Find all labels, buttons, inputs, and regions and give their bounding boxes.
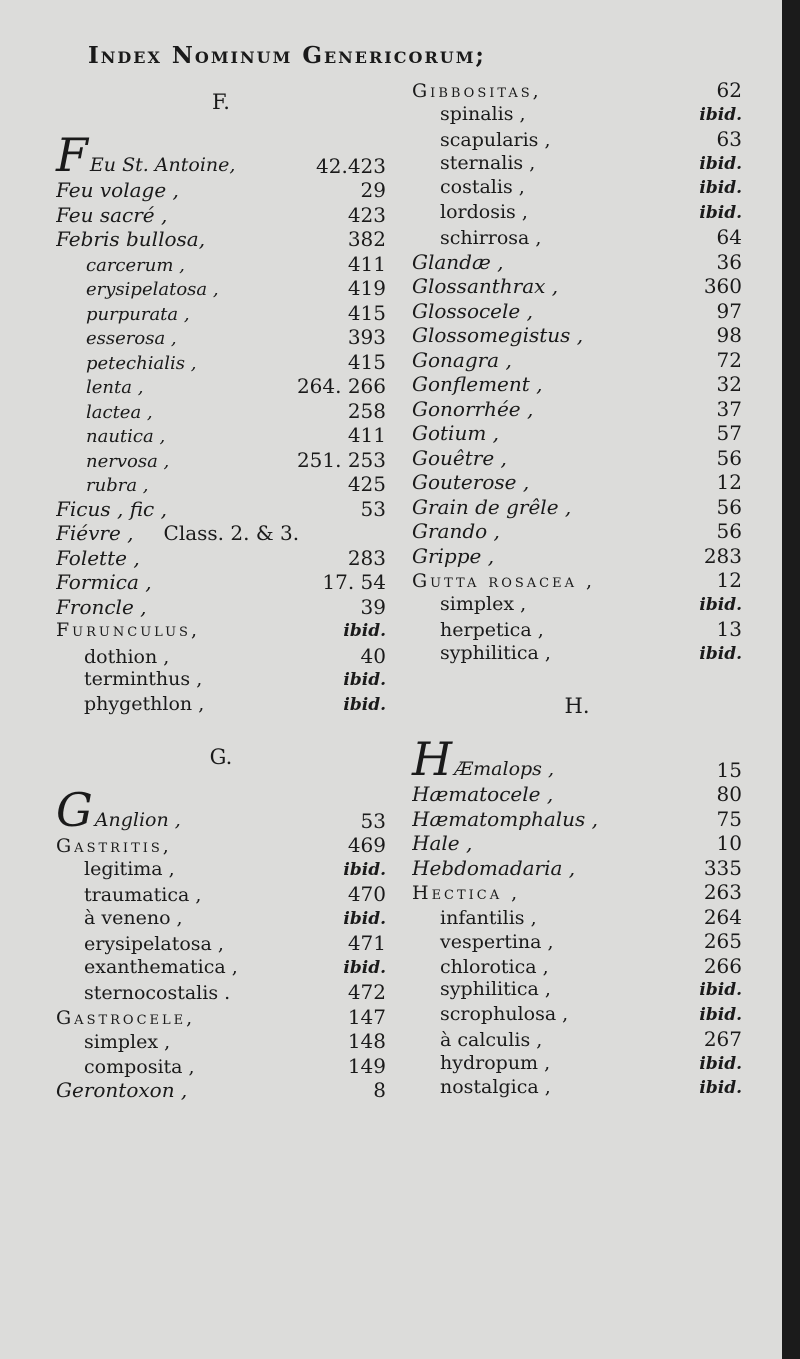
section-heading-g: G.	[209, 745, 233, 769]
entry-term: lactea ,	[86, 401, 153, 423]
drop-cap-entry-g	[56, 781, 386, 837]
entry-term: infantilis ,	[440, 906, 537, 929]
entry-page: 75	[716, 806, 742, 831]
entry-term: sternocostalis .	[84, 982, 231, 1004]
index-entry	[412, 127, 742, 152]
entry-page: 147	[347, 1004, 386, 1029]
index-entry	[56, 956, 386, 981]
index-entry	[56, 252, 386, 277]
index-entry	[412, 807, 742, 832]
entry-term: Gonagra ,	[412, 347, 512, 372]
index-entry	[412, 299, 742, 324]
entry-term: sternalis ,	[440, 151, 536, 174]
left-column	[56, 78, 386, 1103]
index-entry	[412, 323, 742, 348]
index-entry	[412, 495, 742, 520]
entry-term: Hectica ,	[412, 882, 521, 904]
entry-page: 148	[347, 1029, 386, 1053]
entry-list-f	[56, 178, 386, 521]
entry-page: 56	[716, 445, 742, 470]
entry-term: rubra ,	[86, 475, 149, 496]
entry-term: scapularis ,	[440, 129, 551, 151]
entry-page: 13	[716, 617, 742, 641]
index-entry	[56, 1054, 386, 1079]
entry-term: erysipelatosa ,	[86, 279, 219, 300]
index-entry	[412, 1076, 742, 1101]
index-entry	[56, 1005, 386, 1030]
entry-page: 12	[716, 568, 742, 592]
index-entry	[56, 931, 386, 956]
index-entry	[56, 350, 386, 375]
drop-cap-entry-h	[412, 730, 742, 786]
entry-page: 97	[716, 298, 742, 323]
entry-term: vespertina ,	[440, 931, 554, 953]
entry-term: hydropum ,	[440, 1051, 551, 1074]
entry-page: ibid.	[699, 104, 742, 125]
entry-page: 53	[360, 496, 386, 521]
entry-page: 80	[716, 782, 742, 806]
entry-page: ibid.	[699, 1053, 742, 1074]
index-entry	[56, 833, 386, 858]
entry-term: terminthus ,	[84, 668, 203, 690]
index-entry	[412, 470, 742, 495]
entry-term: Æmalops ,	[454, 758, 554, 780]
index-entry	[56, 570, 386, 595]
drop-cap-letter: H	[412, 732, 453, 786]
index-entry	[412, 421, 742, 446]
entry-term: nautica ,	[86, 426, 166, 447]
entry-term: chlorotica ,	[440, 955, 549, 978]
drop-cap-entry-f	[56, 126, 386, 182]
entry-page: 415	[347, 300, 386, 325]
entry-page: 469	[347, 833, 386, 857]
entry-term: à veneno ,	[84, 906, 183, 929]
entry-term: erysipelatosa ,	[84, 933, 224, 955]
entry-page: 56	[716, 494, 742, 519]
index-entry	[56, 448, 386, 473]
entry-page: 53	[360, 809, 386, 833]
entry-term: Glossomegistus ,	[412, 323, 584, 347]
index-entry	[412, 593, 742, 618]
entry-page: 258	[347, 398, 386, 423]
entry-page: 472	[347, 980, 386, 1004]
entry-page: 264. 266	[296, 374, 386, 398]
entry-list-h	[412, 782, 742, 1101]
entry-term: Hale ,	[412, 831, 473, 855]
index-entry	[412, 568, 742, 593]
entry-page: 36	[716, 249, 742, 274]
index-entry	[56, 546, 386, 571]
entry-term: exanthematica ,	[84, 955, 238, 978]
entry-page: 419	[347, 276, 386, 300]
entry-page: 63	[716, 127, 742, 151]
entry-term: Feu volage ,	[56, 178, 179, 202]
entry-page: 39	[360, 594, 386, 619]
entry-page: ibid.	[343, 694, 386, 715]
index-entry	[412, 372, 742, 397]
entry-page: ibid.	[699, 594, 742, 615]
index-entry	[412, 446, 742, 471]
entry-page: 12	[716, 470, 742, 494]
entry-term: Ficus , fic ,	[56, 496, 167, 521]
page-title: Index Nominum Genericorum;	[88, 42, 486, 69]
entry-page: ibid.	[343, 908, 386, 929]
index-entry	[412, 544, 742, 569]
entry-page: ibid.	[343, 670, 386, 690]
entry-page: ibid.	[343, 859, 386, 880]
entry-term: scrophulosa ,	[440, 1002, 569, 1025]
entry-page: 267	[703, 1027, 742, 1051]
entry-page: 283	[347, 545, 386, 570]
entry-term: Glossanthrax ,	[412, 274, 559, 298]
index-entry	[56, 276, 386, 301]
entry-page: 411	[347, 251, 386, 276]
entry-page: 265	[703, 929, 742, 953]
entry-list-f2	[56, 546, 386, 718]
entry-term: Anglion ,	[94, 809, 181, 831]
index-entry	[412, 831, 742, 856]
entry-page: ibid.	[699, 1004, 742, 1025]
entry-term: Gutta rosacea ,	[412, 570, 596, 592]
entry-page: 64	[716, 225, 742, 249]
entry-term: Gotium ,	[412, 421, 500, 445]
entry-term: Gerontoxon ,	[56, 1078, 188, 1102]
index-entry	[412, 274, 742, 299]
entry-term: Hæmatocele ,	[412, 782, 554, 806]
entry-term: nervosa ,	[86, 450, 170, 472]
entry-term: Gouterose ,	[412, 470, 530, 494]
index-entry	[56, 907, 386, 932]
index-entry	[56, 858, 386, 883]
section-heading-h: H.	[564, 694, 590, 718]
entry-term: esserosa ,	[86, 328, 177, 349]
entry-page: ibid.	[699, 643, 742, 664]
entry-page: 360	[703, 274, 742, 298]
index-entry	[56, 399, 386, 424]
entry-term: lenta ,	[86, 377, 144, 398]
entry-term: Glandæ ,	[412, 249, 504, 274]
entry-page: 17. 54	[322, 570, 386, 594]
entry-page: 15	[716, 758, 742, 782]
index-entry	[412, 519, 742, 544]
entry-page: 264	[703, 904, 742, 929]
entry-page: 471	[347, 931, 386, 955]
entry-term: Gibbositas,	[412, 80, 542, 102]
entry-page: ibid.	[699, 202, 742, 223]
entry-term: legitima ,	[84, 857, 175, 880]
index-entry	[412, 1003, 742, 1028]
entry-term: Gastritis,	[56, 835, 172, 857]
index-entry	[56, 301, 386, 326]
entry-page: 40	[360, 643, 386, 668]
entry-page: 42.423	[316, 154, 386, 178]
entry-page: 283	[703, 543, 742, 568]
entry-list-g	[56, 833, 386, 1103]
index-entry	[56, 882, 386, 907]
entry-page: 393	[347, 325, 386, 349]
entry-page: 8	[373, 1078, 386, 1102]
entry-term: syphilitica ,	[440, 978, 551, 1000]
index-entry	[412, 954, 742, 979]
entry-term: Hebdomadaria ,	[412, 855, 576, 880]
index-entry	[412, 978, 742, 1003]
entry-page: 266	[703, 953, 742, 978]
entry-term: Froncle ,	[56, 594, 147, 619]
index-entry	[412, 348, 742, 373]
section-heading-f: F.	[212, 90, 230, 114]
index-entry	[56, 595, 386, 620]
index-entry	[412, 642, 742, 667]
entry-term: Grando ,	[412, 519, 500, 543]
index-entry	[412, 617, 742, 642]
entry-term: Grippe ,	[412, 543, 495, 568]
entry-page: 56	[716, 519, 742, 543]
entry-page: 423	[347, 202, 386, 227]
entry-page: 57	[716, 421, 742, 445]
index-entry	[412, 929, 742, 954]
entry-page: 251. 253	[296, 447, 386, 472]
entry-term: traumatica ,	[84, 884, 202, 906]
entry-term: Furunculus,	[56, 619, 200, 641]
entry-term: Folette ,	[56, 545, 140, 570]
index-entry	[412, 397, 742, 422]
entry-term: à calculis ,	[440, 1029, 543, 1051]
entry-page: 149	[347, 1053, 386, 1078]
entry-page: ibid.	[699, 178, 742, 198]
entry-page: 411	[347, 423, 386, 447]
entry-page: 37	[716, 396, 742, 421]
entry-term: costalis ,	[440, 176, 525, 198]
index-entry-fievre	[56, 521, 386, 546]
entry-page: 425	[347, 472, 386, 496]
index-entry	[56, 619, 386, 644]
entry-term: Eu St. Antoine,	[89, 154, 236, 176]
entry-term: Gonorrhée ,	[412, 396, 534, 421]
entry-page: 98	[716, 323, 742, 347]
entry-term: simplex ,	[84, 1031, 171, 1053]
entry-term: Glossocele ,	[412, 298, 533, 323]
entry-page: ibid.	[343, 621, 386, 641]
entry-term: dothion ,	[84, 645, 170, 668]
entry-page: ibid.	[699, 1078, 742, 1098]
index-entry	[412, 78, 742, 103]
entry-page: 470	[347, 882, 386, 906]
index-entry	[412, 201, 742, 226]
index-entry	[56, 472, 386, 497]
index-entry	[56, 1078, 386, 1103]
entry-page: 335	[703, 855, 742, 880]
index-entry	[56, 374, 386, 399]
entry-term: Hæmatomphalus ,	[412, 806, 599, 831]
entry-term: herpetica ,	[440, 619, 544, 641]
entry-term: Gonflement ,	[412, 372, 543, 396]
index-entry	[412, 782, 742, 807]
entry-term: petechialis ,	[86, 352, 197, 374]
entry-page: Class. 2. & 3.	[163, 521, 300, 545]
entry-term: lordosis ,	[440, 200, 528, 223]
index-entry	[56, 644, 386, 669]
index-entry	[56, 325, 386, 350]
entry-term: schirrosa ,	[440, 227, 542, 249]
entry-page: ibid.	[343, 957, 386, 978]
index-entry	[412, 176, 742, 201]
index-entry	[56, 980, 386, 1005]
entry-page: 32	[716, 372, 742, 396]
index-entry	[412, 225, 742, 250]
index-entry	[56, 497, 386, 522]
index-entry	[412, 1052, 742, 1077]
entry-page: ibid.	[699, 980, 742, 1000]
entry-term: purpurata ,	[86, 303, 190, 325]
index-entry	[412, 152, 742, 177]
index-entry	[412, 880, 742, 905]
entry-term: Gastrocele,	[56, 1006, 196, 1029]
index-entry	[412, 856, 742, 881]
entry-list-g-cont	[412, 78, 742, 666]
drop-cap-letter: F	[56, 128, 88, 182]
index-entry	[56, 178, 386, 203]
entry-term: phygethlon ,	[84, 692, 205, 715]
entry-term: Feu sacré ,	[56, 202, 168, 227]
index-entry	[56, 693, 386, 718]
entry-page: 10	[716, 831, 742, 855]
entry-term: syphilitica ,	[440, 641, 551, 664]
entry-term: Formica ,	[56, 570, 152, 594]
entry-term: carcerum ,	[86, 254, 185, 276]
entry-term: Grain de grêle ,	[412, 494, 572, 519]
drop-cap-letter: G	[56, 783, 93, 837]
entry-term: Febris bullosa,	[56, 227, 206, 251]
entry-page: 29	[360, 178, 386, 202]
entry-term: Gouêtre ,	[412, 445, 507, 470]
entry-page: 415	[347, 349, 386, 374]
entry-term: Fiévre ,	[56, 521, 134, 545]
entry-term: simplex ,	[440, 592, 527, 615]
index-entry	[56, 423, 386, 448]
index-entry	[56, 668, 386, 693]
entry-page: ibid.	[699, 153, 742, 174]
entry-page: 62	[716, 78, 742, 102]
index-entry	[56, 227, 386, 252]
index-entry	[412, 905, 742, 930]
entry-term: nostalgica ,	[440, 1076, 551, 1098]
index-entry	[412, 103, 742, 128]
entry-page: 382	[347, 227, 386, 251]
entry-term: spinalis ,	[440, 102, 526, 125]
right-column	[412, 78, 742, 1101]
index-entry	[56, 203, 386, 228]
entry-page: 72	[716, 347, 742, 372]
index-entry	[412, 1027, 742, 1052]
entry-term: composita ,	[84, 1055, 195, 1078]
index-entry	[56, 1029, 386, 1054]
entry-page: 263	[703, 880, 742, 904]
index-entry	[412, 250, 742, 275]
